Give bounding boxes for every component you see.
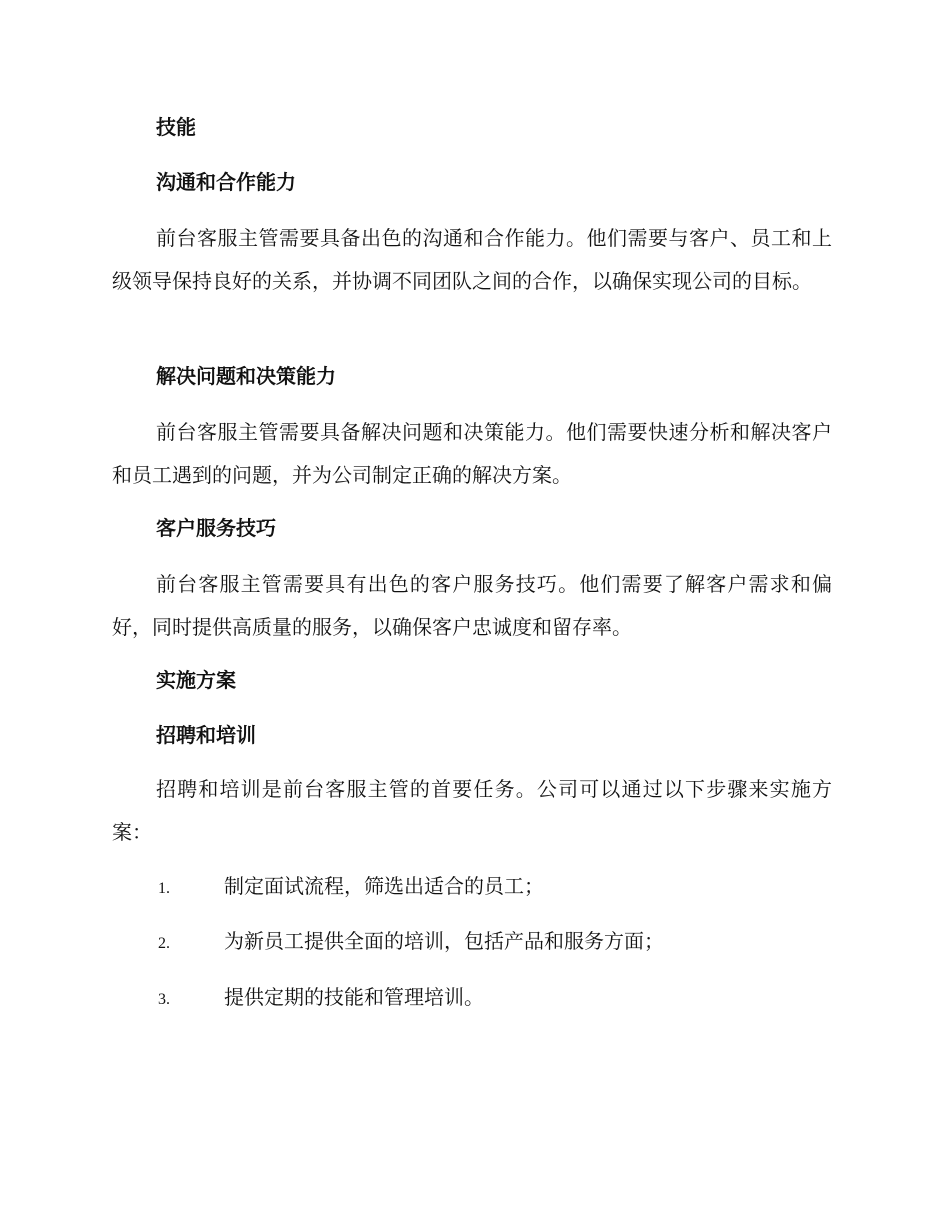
list-item [158,872,544,903]
list-text: 为新员工提供全面的培训，包括产品和服务方面； [224,929,664,953]
list-number: 3. [158,991,170,1008]
list-item [158,983,484,1014]
paragraph-customer-service: 前台客服主管需要具有出色的客户服务技巧。他们需要了解客户需求和偏好，同时提供高质量的服务，以确保客户忠诚度和留存率。 [112,572,832,639]
heading-customer-service: 客户服务技巧 [156,516,276,540]
list-item [158,927,664,958]
heading-communication: 沟通和合作能力 [156,170,296,194]
heading-recruit-training: 招聘和培训 [156,723,256,747]
list-text: 提供定期的技能和管理培训。 [224,985,484,1009]
list-number: 2. [158,935,170,952]
heading-implementation-plan: 实施方案 [156,668,236,692]
heading-problem-solving: 解决问题和决策能力 [156,364,336,388]
paragraph-problem-solving: 前台客服主管需要具备解决问题和决策能力。他们需要快速分析和解决客户和员工遇到的问题，并为公司制定正确的解决方案。 [112,420,832,487]
list-number: 1. [158,880,170,897]
paragraph-communication: 前台客服主管需要具备出色的沟通和合作能力。他们需要与客户、员工和上级领导保持良好的关系，并协调不同团队之间的合作，以确保实现公司的目标。 [112,226,832,293]
heading-skills: 技能 [156,115,196,139]
paragraph-recruit-training: 招聘和培训是前台客服主管的首要任务。公司可以通过以下步骤来实施方案： [112,777,832,844]
list-text: 制定面试流程，筛选出适合的员工； [224,874,544,898]
